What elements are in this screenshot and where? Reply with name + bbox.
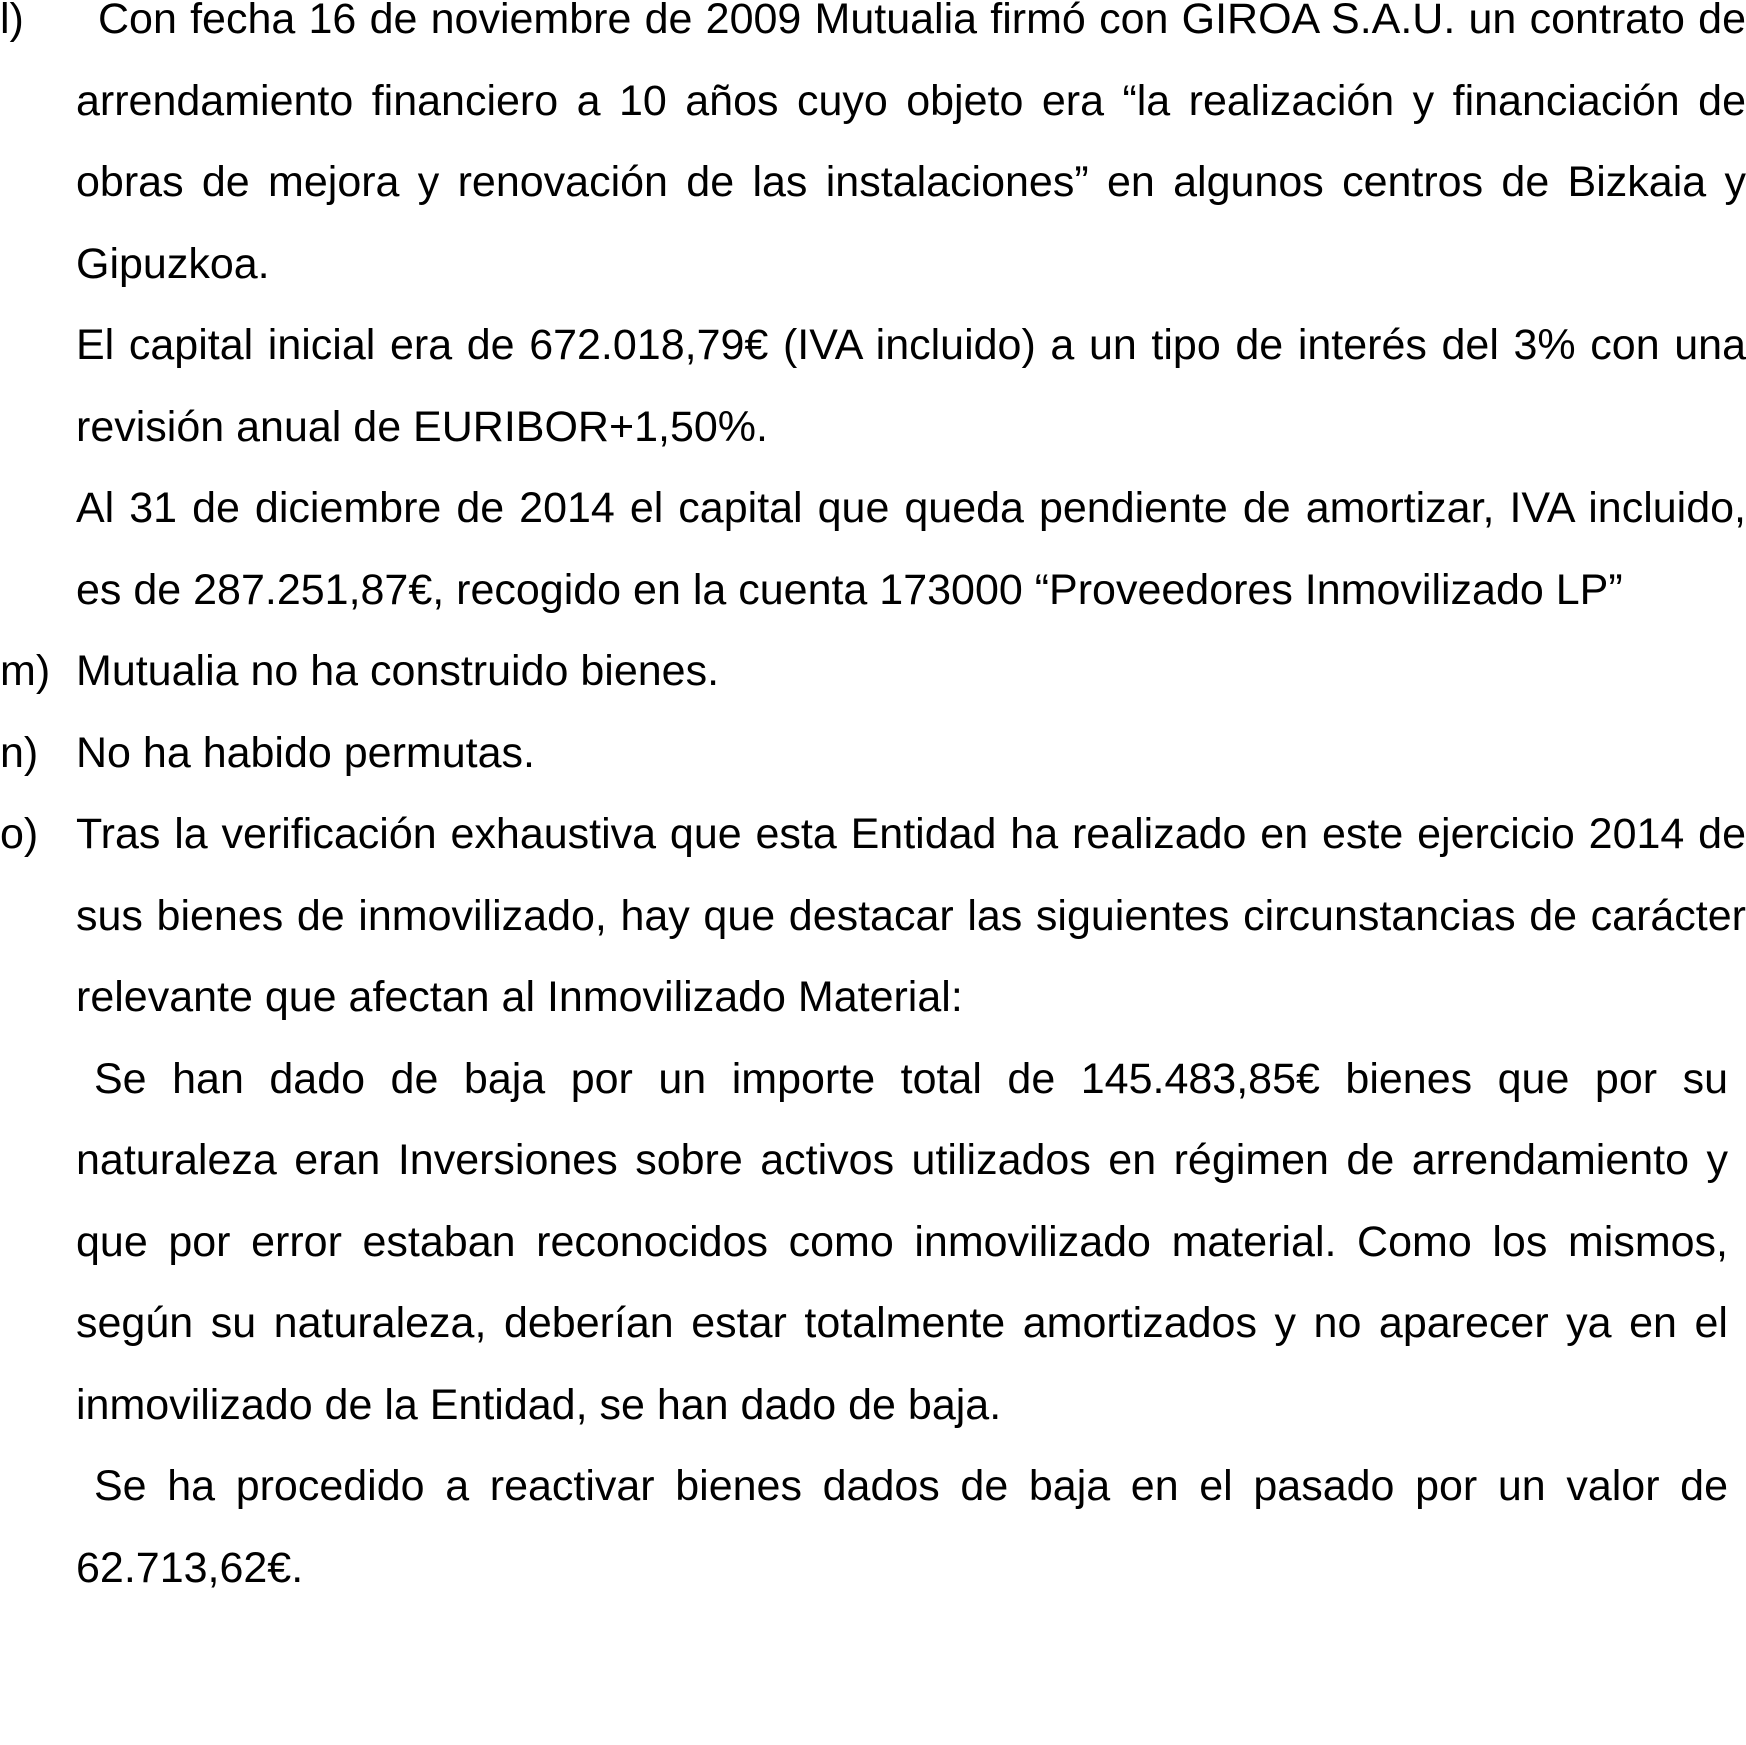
paragraph-pending-capital: Al 31 de diciembre de 2014 el capital que queda pendiente de amortizar, IVA incluido, es de 287.251,87€, recogido en la cuenta 173000 “Proveedores Inmovilizado LP” (76, 484, 1746, 614)
paragraph-written-off-assets: Se han dado de baja por un importe total de 145.483,85€ bienes que por su naturaleza eran Inversiones sobre activos utilizados en régimen de arrendamiento y que por error estaban reconocidos como inmovilizado material. Como los mismos, según su naturaleza, deberían estar totalmente amortizados y no aparecer ya en el inmovilizado de la Entidad, se han dado de baja. (76, 1054, 1728, 1429)
paragraph-verification-intro: Tras la verificación exhaustiva que esta Entidad ha realizado en este ejercicio 2014 de sus bienes de inmovilizado, hay que destacar las siguientes circunstancias de carácter relevante que afectan al Inmovilizado Material: (76, 810, 1746, 1021)
list-item-o (0, 794, 1746, 1039)
list-item-m (0, 631, 1746, 713)
item-label-m: m) (0, 647, 51, 695)
item-body-o (76, 794, 1746, 1039)
item-body-l (76, 0, 1746, 631)
list-item-n (0, 713, 1746, 795)
item-label-o: o) (0, 810, 39, 858)
paragraph-lease-contract: Con fecha 16 de noviembre de 2009 Mutualia firmó con GIROA S.A.U. un contrato de arrendamiento financiero a 10 años cuyo objeto era “la realización y financiación de obras de mejora y renovación de las instalaciones” en algunos centros de Bizkaia y Gipuzkoa. (76, 0, 1746, 288)
item-label-l: l) (0, 0, 24, 43)
list-item-l (0, 0, 1746, 631)
item-body-m (76, 631, 1746, 713)
paragraph-initial-capital: El capital inicial era de 672.018,79€ (IVA incluido) a un tipo de interés del 3% con una revisión anual de EURIBOR+1,50%. (76, 321, 1746, 451)
item-body-n (76, 713, 1746, 795)
paragraph-reactivated-assets: Se ha procedido a reactivar bienes dados de baja en el pasado por un valor de 62.713,62€. (76, 1462, 1728, 1592)
paragraph-no-swaps: No ha habido permutas. (76, 728, 535, 777)
paragraph-no-construction: Mutualia no ha construido bienes. (76, 647, 720, 695)
item-label-n: n) (0, 728, 39, 777)
